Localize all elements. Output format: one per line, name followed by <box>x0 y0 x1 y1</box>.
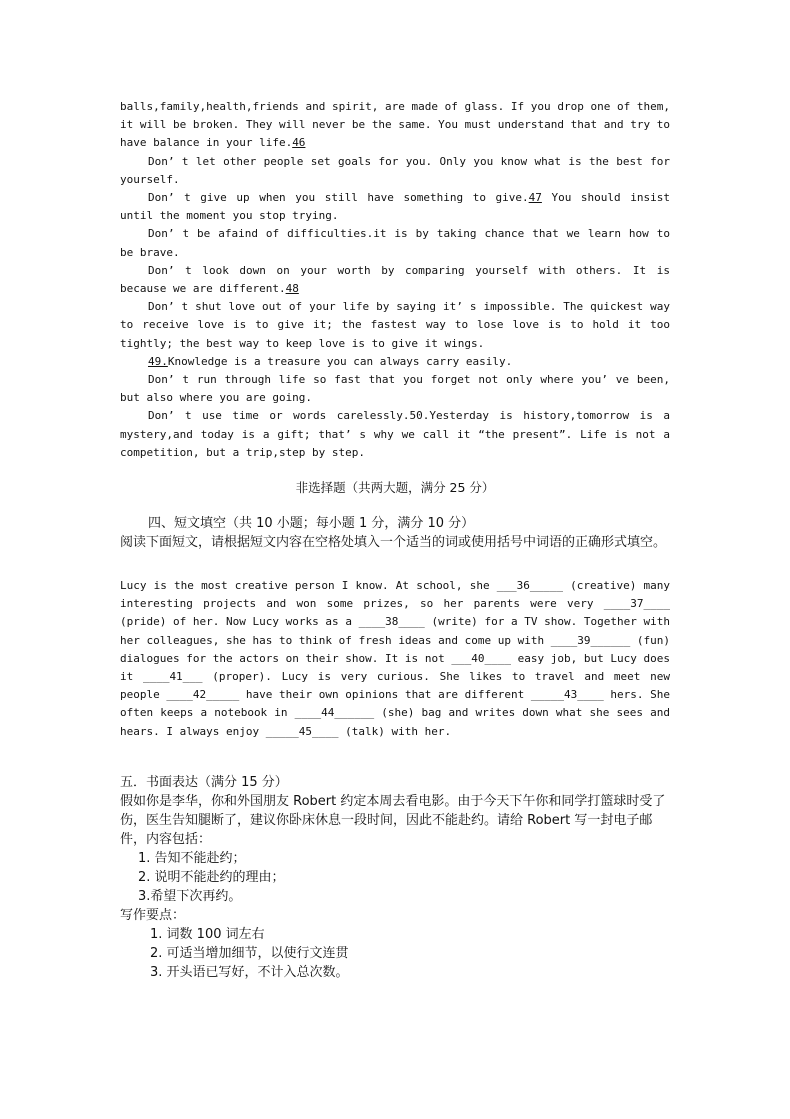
writing-point: 1. 词数 100 词左右 <box>150 927 265 942</box>
passage-paragraph <box>120 98 670 153</box>
section5-title: 五．书面表达（满分 15 分） <box>120 775 288 790</box>
reading-passage <box>120 98 670 462</box>
passage-text: balls,family,health,friends and spirit, are made of glass. If you drop one of them, it will be broken. They will never be the same. You must understand that and try to have balance in your life. <box>120 100 670 150</box>
blank-46: 46 <box>292 136 306 150</box>
passage-paragraph: Don’ t run through life so fast that you forget not only where you’ ve been, but also where you are going. <box>120 373 670 405</box>
passage-paragraph <box>120 353 670 371</box>
passage-paragraph: Don’ t shut love out of your life by saying it’ s impossible. The quickest way to receive love is to give it; the fastest way to lose love is to hold it too tightly; the best way to keep love is to give it wings. <box>120 300 670 350</box>
content-item: 1. 告知不能赴约； <box>138 851 246 866</box>
section4-cloze-text: Lucy is the most creative person I know. At school, she ___36_____ (creative) many interesting projects and won some prizes, so her parents were very ____37____ (pride) of her. Now Lucy works as a ____38____ (write) for a TV show. Together with her colleagues, she has to think of fresh ideas and come up with ____39______ (fun) dialogues for the actors on their show. It is not ___40____ easy job, but Lucy does it ____41___ (proper). Lucy is very curious. She likes to travel and meet new people ____42_____ have their own opinions that are different _____43____ hers. She often keeps a notebook in ____44______ (she) bag and writes down what she sees and hears. I always enjoy _____45____ (talk) with her. <box>120 579 670 738</box>
passage-paragraph <box>120 189 670 225</box>
content-item: 3.希望下次再约。 <box>138 889 242 904</box>
passage-text: Knowledge is a treasure you can always carry easily. <box>167 354 513 368</box>
passage-paragraph: Don’ t use time or words carelessly.50.Yesterday is history,tomorrow is a mystery,and today is a gift; that’ s why we call it “the present”. Life is not a competition, but a trip,step by step. <box>120 409 670 459</box>
section4-instruction: 阅读下面短文，请根据短文内容在空格处填入一个适当的词或使用括号中词语的正确形式填空。 <box>120 535 667 550</box>
blank-49: 49. <box>148 354 168 368</box>
non-choice-heading: 非选择题（共两大题，满分 25 分） <box>295 480 495 495</box>
section5-block <box>120 773 680 982</box>
passage-paragraph: Don’ t be afaind of difficulties.it is by taking chance that we learn how to be brave. <box>120 227 670 259</box>
passage-text: Don’ t give up when you still have something to give. <box>148 191 529 205</box>
passage-text: You should insist until the moment you stop trying. <box>120 191 670 223</box>
blank-48: 48 <box>285 282 299 296</box>
blank-47: 47 <box>528 191 542 205</box>
passage-paragraph: Don’ t let other people set goals for you. Only you know what is the best for yourself. <box>120 154 670 186</box>
writing-point: 3. 开头语已写好，不计入总次数。 <box>150 965 349 980</box>
writing-point: 2. 可适当增加细节，以使行文连贯 <box>150 946 349 961</box>
passage-paragraph <box>120 262 670 298</box>
section4-title: 四、短文填空（共 10 小题；每小题 1 分，满分 10 分） <box>148 516 475 531</box>
section4-block <box>120 514 680 552</box>
passage-text: Don’ t look down on your worth by comparing yourself with others. It is because we are different. <box>120 263 670 296</box>
section5-prompt: 假如你是李华，你和外国朋友 Robert 约定本周去看电影。由于今天下午你和同学打篮球时受了伤，医生告知腿断了，建议你卧床休息一段时间，因此不能赴约。请给 Robert 写一封电子邮件，内容包括： <box>120 794 666 847</box>
content-item: 2. 说明不能赴约的理由； <box>138 870 285 885</box>
writing-points-title: 写作要点： <box>120 908 186 923</box>
